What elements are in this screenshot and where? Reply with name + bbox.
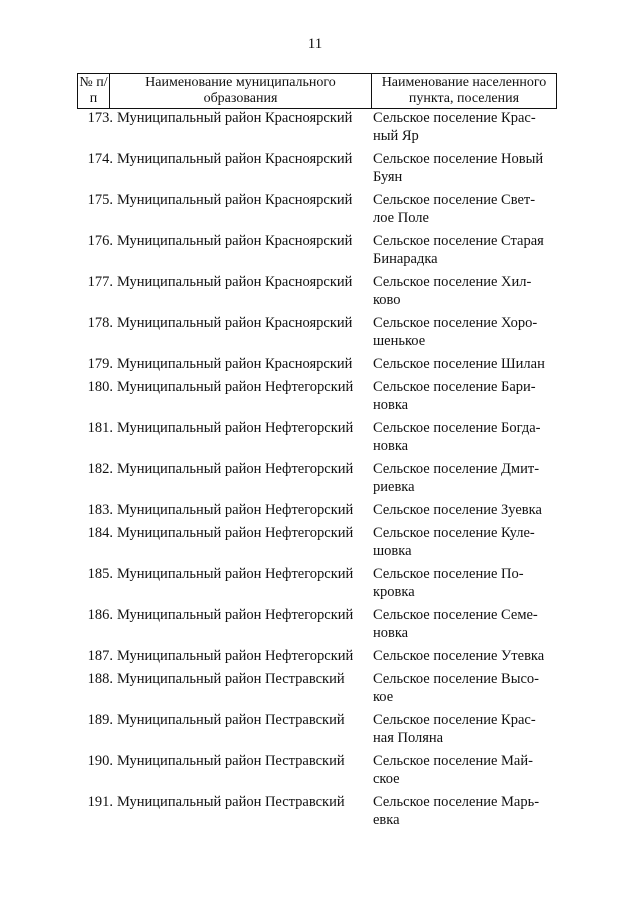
row-settlement-line-1: Сельское поселение Хил- xyxy=(373,274,532,290)
row-municipality: Муниципальный район Красноярский xyxy=(117,233,353,249)
header-municipality: Наименование муниципального образования xyxy=(110,74,372,108)
table-row xyxy=(77,460,557,501)
row-settlement-line-1: Сельское поселение Хоро- xyxy=(373,315,538,331)
row-settlement xyxy=(371,232,557,273)
table-row xyxy=(77,752,557,793)
row-number: 180. xyxy=(87,379,113,395)
row-municipality: Муниципальный район Нефтегорский xyxy=(117,502,354,518)
table-row xyxy=(77,150,557,191)
row-settlement-line-2: Буян xyxy=(373,169,403,185)
row-settlement-line-1: Сельское поселение Крас- xyxy=(373,110,536,126)
settlements-table xyxy=(77,73,557,834)
row-settlement-line-2: ково xyxy=(373,292,401,308)
row-number: 179. xyxy=(87,356,113,372)
row-settlement-line-2: ная Поляна xyxy=(373,730,444,746)
row-municipality: Муниципальный район Нефтегорский xyxy=(117,461,354,477)
table-row xyxy=(77,501,557,524)
row-number: 176. xyxy=(87,233,113,249)
row-settlement-line-1: Сельское поселение Зуевка xyxy=(373,502,542,518)
table-header xyxy=(77,73,557,109)
row-settlement-line-1: Сельское поселение Свет- xyxy=(373,192,536,208)
row-settlement xyxy=(371,524,557,565)
row-municipality: Муниципальный район Красноярский xyxy=(117,151,353,167)
row-settlement xyxy=(371,314,557,355)
row-settlement-line-1: Сельское поселение Семе- xyxy=(373,607,538,623)
row-settlement xyxy=(371,565,557,606)
table-row xyxy=(77,647,557,670)
row-settlement-line-2: кровка xyxy=(373,584,415,600)
table-row xyxy=(77,314,557,355)
row-settlement-line-1: Сельское поселение Богда- xyxy=(373,420,541,436)
header-settlement: Наименование населенного пункта, поселения xyxy=(381,75,547,106)
row-settlement-line-1: Сельское поселение Новый xyxy=(373,151,544,167)
header-number: № п/п xyxy=(78,74,110,108)
row-number: 186. xyxy=(87,607,113,623)
row-settlement-line-2: шенькое xyxy=(373,333,426,349)
page-number: 11 xyxy=(307,36,323,52)
table-row xyxy=(77,273,557,314)
row-municipality: Муниципальный район Красноярский xyxy=(117,110,353,126)
row-settlement xyxy=(371,647,557,670)
row-municipality: Муниципальный район Красноярский xyxy=(117,192,353,208)
table-row xyxy=(77,670,557,711)
table-row xyxy=(77,524,557,565)
table-row xyxy=(77,565,557,606)
table-row xyxy=(77,793,557,834)
table-row xyxy=(77,232,557,273)
table-row xyxy=(77,711,557,752)
row-municipality: Муниципальный район Нефтегорский xyxy=(117,379,354,395)
row-settlement xyxy=(371,191,557,232)
row-settlement-line-1: Сельское поселение Бари- xyxy=(373,379,536,395)
row-settlement xyxy=(371,711,557,752)
row-municipality: Муниципальный район Нефтегорский xyxy=(117,566,354,582)
row-number: 183. xyxy=(87,502,113,518)
row-municipality: Муниципальный район Нефтегорский xyxy=(117,525,354,541)
row-settlement-line-1: Сельское поселение Шилан xyxy=(373,356,545,372)
table-row xyxy=(77,419,557,460)
table-row xyxy=(77,355,557,378)
row-municipality: Муниципальный район Красноярский xyxy=(117,274,353,290)
row-settlement xyxy=(371,109,557,150)
row-settlement-line-2: новка xyxy=(373,625,409,641)
row-settlement-line-1: Сельское поселение Старая xyxy=(373,233,544,249)
table-row xyxy=(77,606,557,647)
row-settlement xyxy=(371,378,557,419)
table-body xyxy=(77,109,557,834)
row-settlement-line-2: евка xyxy=(373,812,400,828)
row-settlement xyxy=(371,273,557,314)
row-municipality: Муниципальный район Нефтегорский xyxy=(117,420,354,436)
row-settlement xyxy=(371,501,557,524)
row-number: 178. xyxy=(87,315,113,331)
row-number: 188. xyxy=(87,671,113,687)
row-number: 177. xyxy=(87,274,113,290)
row-settlement-line-1: Сельское поселение Утевка xyxy=(373,648,545,664)
row-settlement xyxy=(371,355,557,378)
row-settlement-line-2: лое Поле xyxy=(373,210,429,226)
row-settlement-line-2: ское xyxy=(373,771,400,787)
row-settlement xyxy=(371,419,557,460)
row-number: 191. xyxy=(87,794,113,810)
row-settlement-line-1: Сельское поселение Куле- xyxy=(373,525,535,541)
row-settlement xyxy=(371,606,557,647)
row-settlement xyxy=(371,460,557,501)
row-municipality: Муниципальный район Пестравский xyxy=(117,753,345,769)
row-settlement-line-2: ный Яр xyxy=(373,128,419,144)
row-settlement xyxy=(371,752,557,793)
row-number: 173. xyxy=(87,110,113,126)
row-settlement xyxy=(371,670,557,711)
row-number: 185. xyxy=(87,566,113,582)
row-number: 174. xyxy=(87,151,113,167)
row-number: 181. xyxy=(87,420,113,436)
row-settlement-line-1: Сельское поселение Дмит- xyxy=(373,461,540,477)
row-municipality: Муниципальный район Нефтегорский xyxy=(117,607,354,623)
row-municipality: Муниципальный район Нефтегорский xyxy=(117,648,354,664)
row-settlement-line-2: шовка xyxy=(373,543,412,559)
row-settlement-line-1: Сельское поселение Высо- xyxy=(373,671,539,687)
row-settlement xyxy=(371,150,557,191)
row-settlement-line-2: риевка xyxy=(373,479,415,495)
row-number: 175. xyxy=(87,192,113,208)
row-number: 189. xyxy=(87,712,113,728)
row-municipality: Муниципальный район Пестравский xyxy=(117,794,345,810)
row-municipality: Муниципальный район Красноярский xyxy=(117,315,353,331)
table-row xyxy=(77,191,557,232)
row-number: 190. xyxy=(87,753,113,769)
row-settlement-line-2: кое xyxy=(373,689,394,705)
row-settlement-line-1: Сельское поселение Марь- xyxy=(373,794,540,810)
table-row xyxy=(77,109,557,150)
row-number: 187. xyxy=(87,648,113,664)
row-settlement-line-1: Сельское поселение Май- xyxy=(373,753,533,769)
row-settlement-line-2: Бинарадка xyxy=(373,251,438,267)
row-settlement xyxy=(371,793,557,834)
row-municipality: Муниципальный район Красноярский xyxy=(117,356,353,372)
row-number: 182. xyxy=(87,461,113,477)
row-municipality: Муниципальный район Пестравский xyxy=(117,671,345,687)
row-settlement-line-1: Сельское поселение По- xyxy=(373,566,524,582)
row-number: 184. xyxy=(87,525,113,541)
row-settlement-line-1: Сельское поселение Крас- xyxy=(373,712,536,728)
row-municipality: Муниципальный район Пестравский xyxy=(117,712,345,728)
row-settlement-line-2: новка xyxy=(373,397,409,413)
table-row xyxy=(77,378,557,419)
row-settlement-line-2: новка xyxy=(373,438,409,454)
